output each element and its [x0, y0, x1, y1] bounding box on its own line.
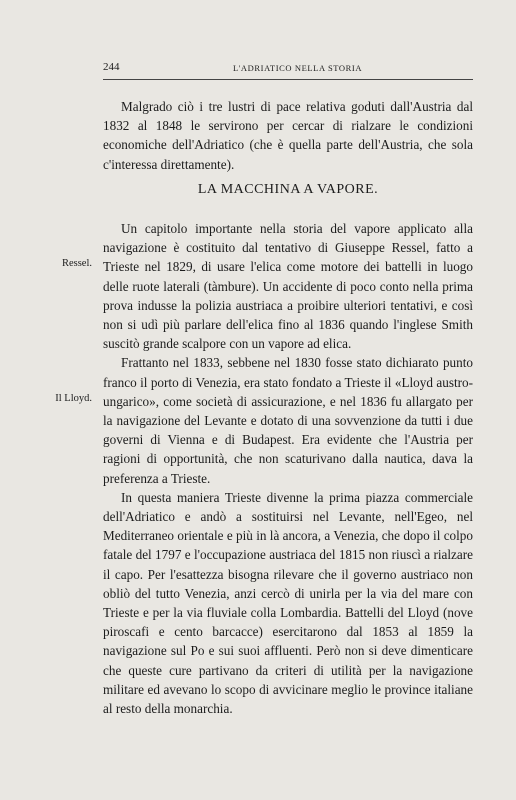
margin-note-lloyd: Il Lloyd. — [55, 393, 92, 404]
body-text — [103, 219, 473, 718]
margin-note-ressel: Ressel. — [61, 258, 92, 269]
page-number: 244 — [103, 61, 120, 73]
running-head: L'ADRIATICO NELLA STORIA — [233, 63, 363, 73]
paragraph: Un capitolo importante nella storia del vapore applicato alla navigazione è costituito dal tentativo di Giuseppe Ressel, fatto a Trieste nel 1829, di usare l'elica come motore dei battelli in luogo delle ruote laterali (tàmbure). Un accidente di poco conto nella prima prova indusse la polizia austriaca a proibire ulteriori tentativi, e così non si udì più parlare dell'elica fino al 1836 quando l'inglese Smith suscitò grande scalpore con un vapore ad elica. — [103, 221, 473, 352]
section-title: LA MACCHINA A VAPORE. — [197, 182, 379, 197]
paragraph: Frattanto nel 1833, sebbene nel 1830 fosse stato dichiarato punto franco il porto di Venezia, era stato fondato a Trieste il «Lloyd austro-ungarico», come società di assicurazione, e nel 1836 fu allargato per la navigazione del Levante e dotato di una sovvenzione da tutti i due governi di Vienna e di Budapest. Era evidente che l'Austria per ragioni di opportunità, che non scaturivano dalla nautica, dava la preferenza a Trieste. — [103, 355, 473, 486]
intro-text — [103, 97, 473, 174]
intro-paragraph: Malgrado ciò i tre lustri di pace relativa goduti dall'Austria dal 1832 al 1848 le servirono per cercar di rialzare le condizioni economiche dell'Adriatico (che è quella parte dell'Austria, che sola c'interessa direttamente). — [103, 99, 473, 172]
paragraph: In questa maniera Trieste divenne la prima piazza commerciale dell'Adriatico e andò a sostituirsi nel Levante, nell'Egeo, nel Mediterraneo orientale e più in là ancora, a Venezia, che dopo il colpo fatale del 1797 e l'occupazione austriaca del 1815 non riuscì a rialzare il capo. Per l'esattezza bisogna rilevare che il governo austriaco non obliò del tutto Venezia, anzi cercò di unirla per la via del mare con Trieste e per la via fluviale colla Lombardia. Battelli del Lloyd (nove piroscafi e cento barcacce) esercitarono dal 1853 al 1859 la navigazione sul Po e sui suoi affluenti. Però non si deve dimenticare che queste cure partivano da criteri di utilità per la navigazione militare ed avevano lo scopo di avvicinare meglio le province italiane al resto della monarchia. — [103, 489, 473, 717]
header-rule — [103, 79, 473, 80]
